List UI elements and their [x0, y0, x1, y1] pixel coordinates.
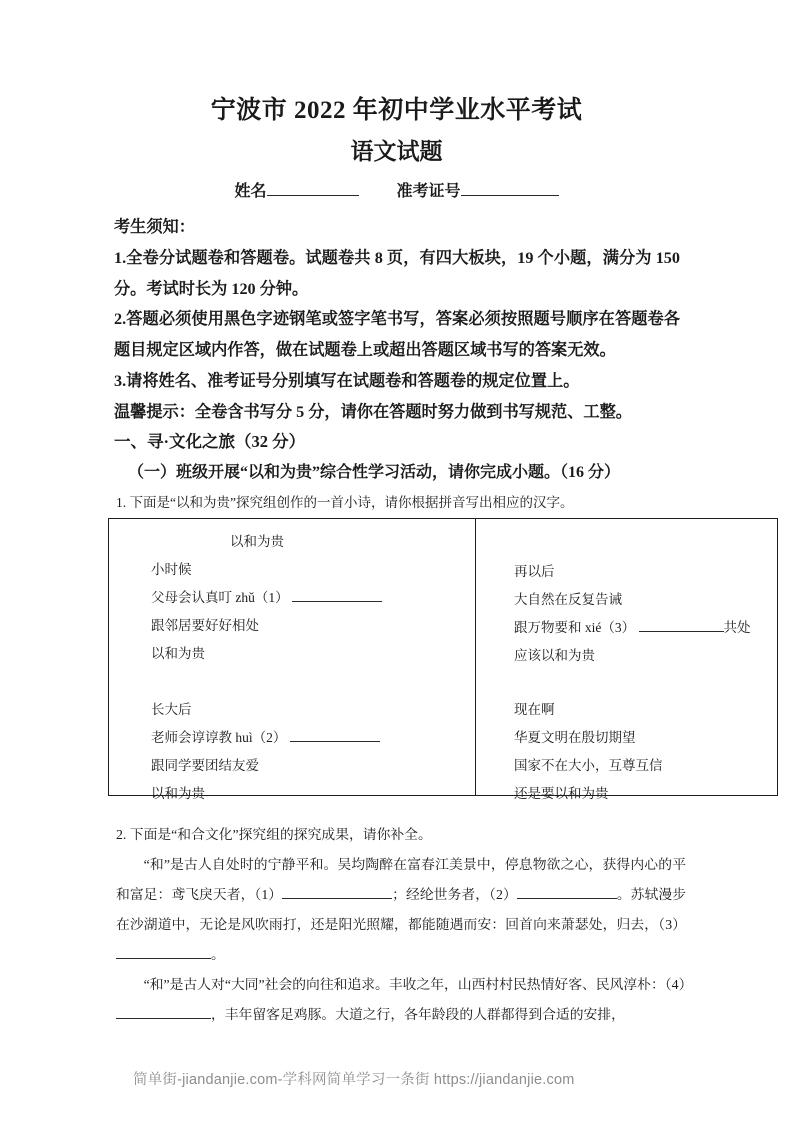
poem-line-text-tail: 共处 [723, 620, 751, 635]
question-2-prompt: 2. 下面是“和合文化”探究组的探究成果，请你补全。 [116, 827, 432, 842]
poem-title: 以和为贵 [230, 534, 284, 549]
answer-blank-q2-1[interactable] [282, 885, 392, 899]
poem-stanza-left-2 [109, 696, 475, 808]
poem-stanza-right-1 [476, 558, 777, 670]
blank-number: （1） [254, 590, 289, 605]
poem-line: 以和为贵 [151, 786, 205, 801]
q2-text-g: ，丰年留客足鸡豚。大道之行，各年龄段的人群都得到合适的安排， [211, 1007, 625, 1022]
poem-table [108, 518, 778, 801]
poem-line-with-blank [151, 584, 475, 612]
ticket-blank[interactable] [461, 180, 559, 196]
q2-text-f: “和”是古人对“大同”社会的向往和追求。丰收之年，山西村村民热情好客、民风淳朴：（4） [143, 977, 693, 992]
notice-item-3: 3.请将姓名、准考证号分别填写在试题卷和答题卷的规定位置上。 [114, 371, 580, 390]
pinyin-zhu: zhǔ [235, 590, 255, 605]
poem-line: 跟同学要团结友爱 [151, 758, 259, 773]
pinyin-xie: xié [584, 620, 602, 635]
poem-stanza-left-1 [109, 556, 475, 668]
name-label: 姓名 [234, 183, 267, 200]
notice-item-1: 1.全卷分试题卷和答题卷。试题卷共 8 页，有四大板块，19 个小题，满分为 150 分。考试时长为 120 分钟。 [114, 248, 680, 298]
candidate-id-line [0, 178, 793, 201]
name-blank[interactable] [267, 180, 359, 196]
section-subheading-1: （一）班级开展“以和为贵”综合性学习活动，请你完成小题。（16 分） [128, 464, 621, 481]
answer-blank-1[interactable] [292, 588, 382, 602]
poem-line: 以和为贵 [151, 646, 205, 661]
poem-column-left [109, 519, 476, 801]
q2-text-a: “和”是古人自处时的宁静平和。吴均陶醉在富春江美景中，停息物欲之心，获得内心的平和富足：鸢飞戾天者，（1） [116, 857, 686, 902]
poem-column-right [476, 519, 777, 801]
question-2-paragraph-2 [116, 970, 693, 1030]
poem-line: 应该以和为贵 [514, 648, 595, 663]
poem-line-text: 跟万物要和 [514, 620, 585, 635]
poem-line: 还是要以和为贵 [514, 786, 609, 801]
notice-tip: 温馨提示：全卷含书写分 5 分，请你在答题时努力做到书写规范、工整。 [114, 402, 632, 421]
poem-line: 跟邻居要好好相处 [151, 618, 259, 633]
notice-item-2: 2.答题必须使用黑色字迹钢笔或签字笔书写，答案必须按照题号顺序在答题卷各题目规定区域内作答，做在试题卷上或超出答题区域书写的答案无效。 [114, 310, 680, 360]
poem-line-text: 父母会认真叮 [151, 590, 236, 605]
poem-line: 现在啊 [514, 702, 555, 717]
blank-number: （3） [601, 620, 636, 635]
pinyin-hui: huì [235, 730, 253, 745]
poem-line-with-blank [151, 724, 475, 752]
q2-text-e: 。 [211, 947, 225, 962]
q2-text-c: 。苏轼漫步在沙湖道中，无论是风吹雨打，还是阳光照耀，都能随遇而安：回首向来萧瑟处，归去， [116, 887, 687, 932]
page-title: 宁波市 2022 年初中学业水平考试 [210, 97, 583, 124]
page-subtitle: 语文试题 [350, 139, 443, 164]
poem-line-with-blank [514, 614, 777, 642]
poem-line: 小时候 [151, 562, 192, 577]
ticket-label: 准考证号 [396, 183, 461, 200]
question-2-paragraph-1 [116, 850, 686, 970]
poem-line-text: 老师会谆谆教 [151, 730, 236, 745]
q2-text-b: ；经纶世务者，（2） [392, 887, 517, 902]
poem-stanza-right-2 [476, 696, 777, 808]
footer-watermark: 简单街-jiandanjie.com-学科网简单学习一条街 https://jiandanjie.com [133, 1072, 575, 1088]
candidate-notice [114, 212, 680, 428]
question-2 [116, 820, 693, 1030]
answer-blank-q2-3[interactable] [116, 945, 211, 959]
notice-heading: 考生须知： [114, 218, 195, 236]
blank-number: （2） [252, 730, 287, 745]
poem-line: 大自然在反复告诫 [514, 592, 622, 607]
answer-blank-2[interactable] [290, 728, 380, 742]
answer-blank-q2-4[interactable] [116, 1005, 211, 1019]
poem-line: 华夏文明在殷切期望 [514, 730, 636, 745]
answer-blank-q2-2[interactable] [517, 885, 617, 899]
poem-line: 再以后 [514, 564, 555, 579]
poem-line: 国家不在大小，互尊互信 [514, 758, 663, 773]
section-heading-1: 一、寻·文化之旅（32 分） [114, 432, 306, 451]
q2-text-d: （3） [658, 917, 687, 932]
question-1-prompt: 1. 下面是“以和为贵”探究组创作的一首小诗，请你根据拼音写出相应的汉字。 [116, 495, 574, 510]
answer-blank-3[interactable] [639, 618, 724, 632]
poem-line: 长大后 [151, 702, 192, 717]
